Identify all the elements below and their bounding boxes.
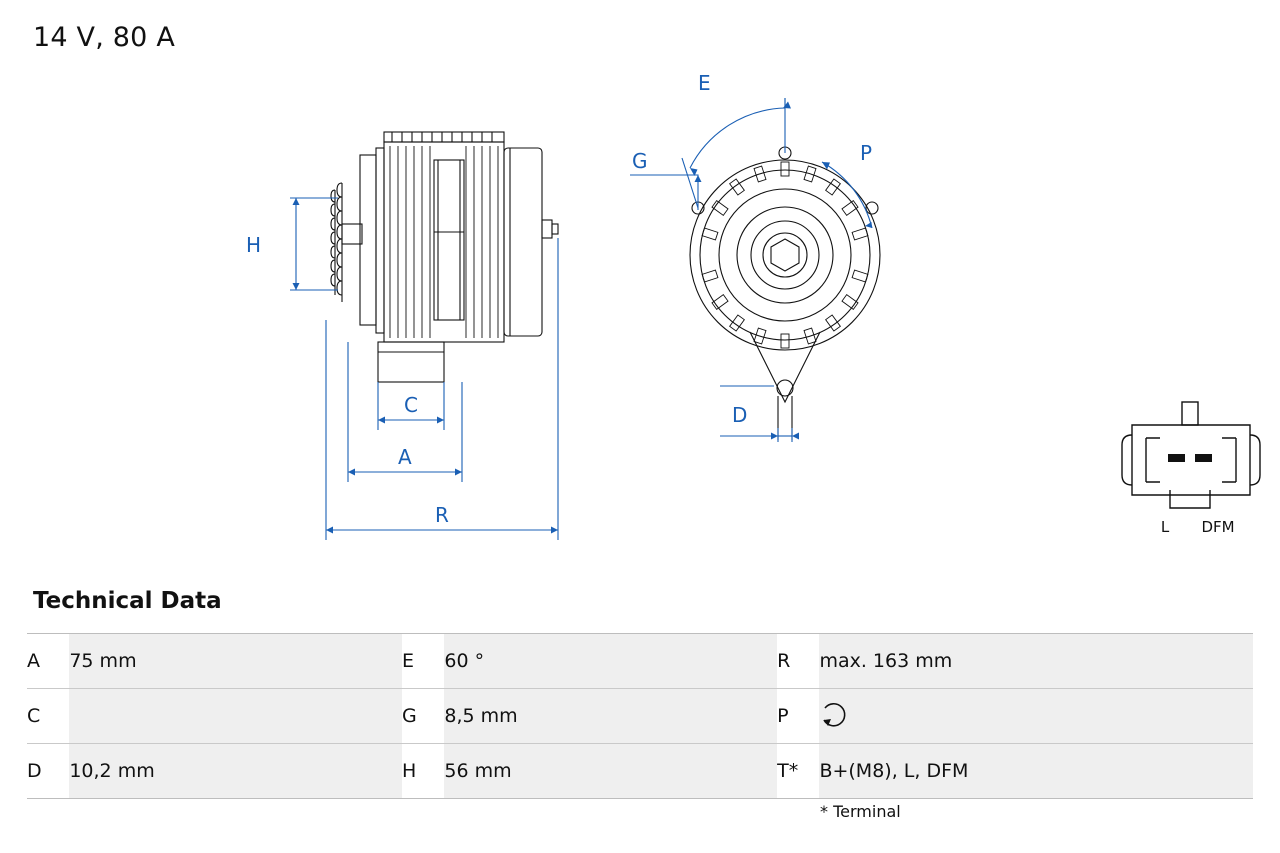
technical-data-table bbox=[27, 633, 1253, 799]
row-value-g: 8,5 mm bbox=[444, 689, 777, 744]
row-value-r: max. 163 mm bbox=[819, 634, 1253, 689]
dimension-label-h: H bbox=[246, 233, 262, 257]
alternator-side-view-drawing bbox=[230, 120, 610, 560]
dimension-label-c: C bbox=[404, 393, 418, 417]
dimension-label-r: R bbox=[435, 503, 449, 527]
terminal-footnote: * Terminal bbox=[820, 802, 901, 821]
rotation-arrow-icon bbox=[819, 701, 1253, 731]
row-value-a: 75 mm bbox=[69, 634, 402, 689]
row-key-c: C bbox=[27, 689, 69, 744]
row-value-c bbox=[69, 689, 402, 744]
page-title: 14 V, 80 A bbox=[33, 22, 175, 53]
row-value-e: 60 ° bbox=[444, 634, 777, 689]
dimension-label-g: G bbox=[632, 149, 648, 173]
row-key-r: R bbox=[777, 634, 819, 689]
connector-pin-label-l: L bbox=[1160, 518, 1170, 536]
row-key-a: A bbox=[27, 634, 69, 689]
row-key-d: D bbox=[27, 744, 69, 799]
row-value-d: 10,2 mm bbox=[69, 744, 402, 799]
connector-pin-label-dfm: DFM bbox=[1201, 518, 1235, 536]
row-key-p: P bbox=[777, 689, 819, 744]
dimension-label-d: D bbox=[732, 403, 748, 427]
row-key-e: E bbox=[402, 634, 444, 689]
technical-data-heading: Technical Data bbox=[33, 588, 222, 614]
dimension-label-e: E bbox=[698, 71, 711, 95]
row-value-p bbox=[819, 689, 1253, 744]
alternator-front-view-drawing bbox=[610, 50, 940, 470]
table-row bbox=[27, 744, 1253, 799]
table-row bbox=[27, 689, 1253, 744]
connector-plug-drawing bbox=[1110, 380, 1270, 550]
row-value-h: 56 mm bbox=[444, 744, 777, 799]
dimension-label-a: A bbox=[398, 445, 412, 469]
table-row bbox=[27, 634, 1253, 689]
row-key-h: H bbox=[402, 744, 444, 799]
row-key-t: T* bbox=[777, 744, 819, 799]
row-value-t: B+(M8), L, DFM bbox=[819, 744, 1253, 799]
row-key-g: G bbox=[402, 689, 444, 744]
dimension-label-p: P bbox=[860, 141, 873, 165]
